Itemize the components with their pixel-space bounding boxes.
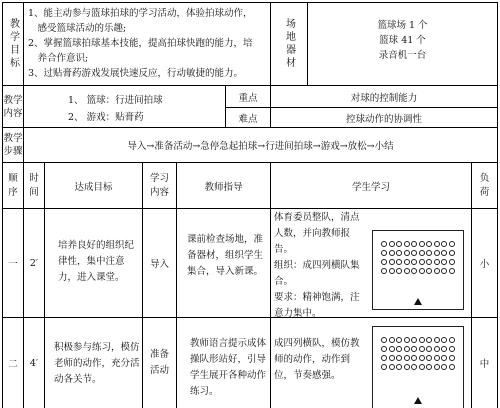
formation-row [381, 364, 455, 372]
header-student: 学生学习 [351, 181, 390, 193]
formation-row [381, 346, 455, 354]
venue-item: 篮球场 1 个 [377, 20, 428, 31]
row1-time: 2′ [29, 257, 39, 269]
row1-content: 导入 [149, 259, 169, 270]
rule-header-bottom [2, 208, 498, 209]
header-time: 时间 [29, 172, 39, 198]
venue-item: 篮球 41 个 [379, 35, 426, 46]
student-line: 组织：成四列横队集合。 [274, 260, 360, 287]
content-label-text: 教学内容 [3, 94, 23, 119]
content-item: 1、 篮球：行进间拍球 [68, 95, 163, 106]
goal-line: 2、掌握篮球拍球基本技能，提高拍球快跑的能力，培 [28, 38, 253, 49]
formation-row [381, 250, 455, 258]
venue-items [308, 18, 497, 63]
steps-label [3, 128, 23, 162]
goal-line: 1、能主动参与篮球拍球的学习活动，体验拍球动作， [28, 8, 253, 19]
goals-label: 教学目标 [7, 18, 19, 70]
formation-row [381, 268, 455, 276]
content-label [3, 86, 23, 127]
row2-goal: 积极参与练习，模仿老师的动作，充分活动各关节。 [54, 342, 140, 385]
rule-row1-bottom [2, 317, 498, 318]
header-content: 学习内容 [149, 172, 169, 198]
header-teacher: 教师指导 [204, 181, 243, 193]
header-order: 顺序 [8, 172, 18, 198]
formation-row [381, 241, 455, 249]
student-line: 体育委员整队，清点人数，并向教师报告。 [274, 212, 360, 255]
teacher-position-icon [414, 397, 422, 404]
goals-text [28, 6, 270, 81]
row2-order: 二 [8, 359, 18, 370]
venue-label: 场地器材 [283, 18, 295, 70]
border-right [497, 2, 498, 408]
formation-row [381, 259, 455, 267]
formation-diagram [372, 326, 464, 408]
goal-line: 3、过贴膏药游戏发展快速反应，行动敏捷的能力。 [28, 68, 244, 79]
row2-time: 4′ [29, 357, 39, 369]
row1-goal: 培养良好的组织纪律性，集中注意力，进入课堂。 [58, 240, 135, 283]
header-load: 负荷 [479, 172, 490, 198]
diff-value: 控球动作的协调性 [345, 113, 422, 125]
border-top [2, 2, 498, 3]
key-label: 重点 [238, 92, 258, 104]
goal-line: 养合作意识; [28, 53, 89, 64]
teacher-position-icon [414, 298, 422, 305]
content-item: 2、 游戏：贴膏药 [68, 112, 144, 123]
diff-label: 难点 [238, 113, 258, 125]
row2-content: 准备活动 [149, 349, 169, 376]
steps-flow: 导入→准备活动→急停急起拍球→行进间拍球→游戏→放松→小结 [127, 141, 394, 152]
row2-load: 中 [479, 359, 490, 370]
steps-label-text: 教学步骤 [3, 133, 23, 157]
student-line: 要求：精神饱满，注意力集中。 [274, 292, 360, 319]
row2-teacher: 教师语言提示成体操队形站好，引导学生展开各种动作练习。 [190, 338, 267, 397]
row1-order: 一 [8, 259, 18, 270]
content-items [68, 92, 223, 126]
header-goal: 达成目标 [74, 181, 113, 193]
key-value: 对球的控制能力 [350, 92, 418, 104]
row2-student-text: 成四列横队，模仿教师的动作，动作到位，节奏感强。 [274, 338, 360, 381]
venue-item: 录音机一台 [378, 50, 427, 61]
row1-teacher: 课前检查场地，准备器材，组织学生集合，导入新课。 [187, 234, 264, 277]
row1-student-text [274, 210, 366, 322]
formation-row [381, 355, 455, 363]
goal-line: 感受篮球活动的乐趣; [28, 23, 127, 34]
formation-row [381, 337, 455, 345]
row1-load: 小 [479, 259, 490, 270]
